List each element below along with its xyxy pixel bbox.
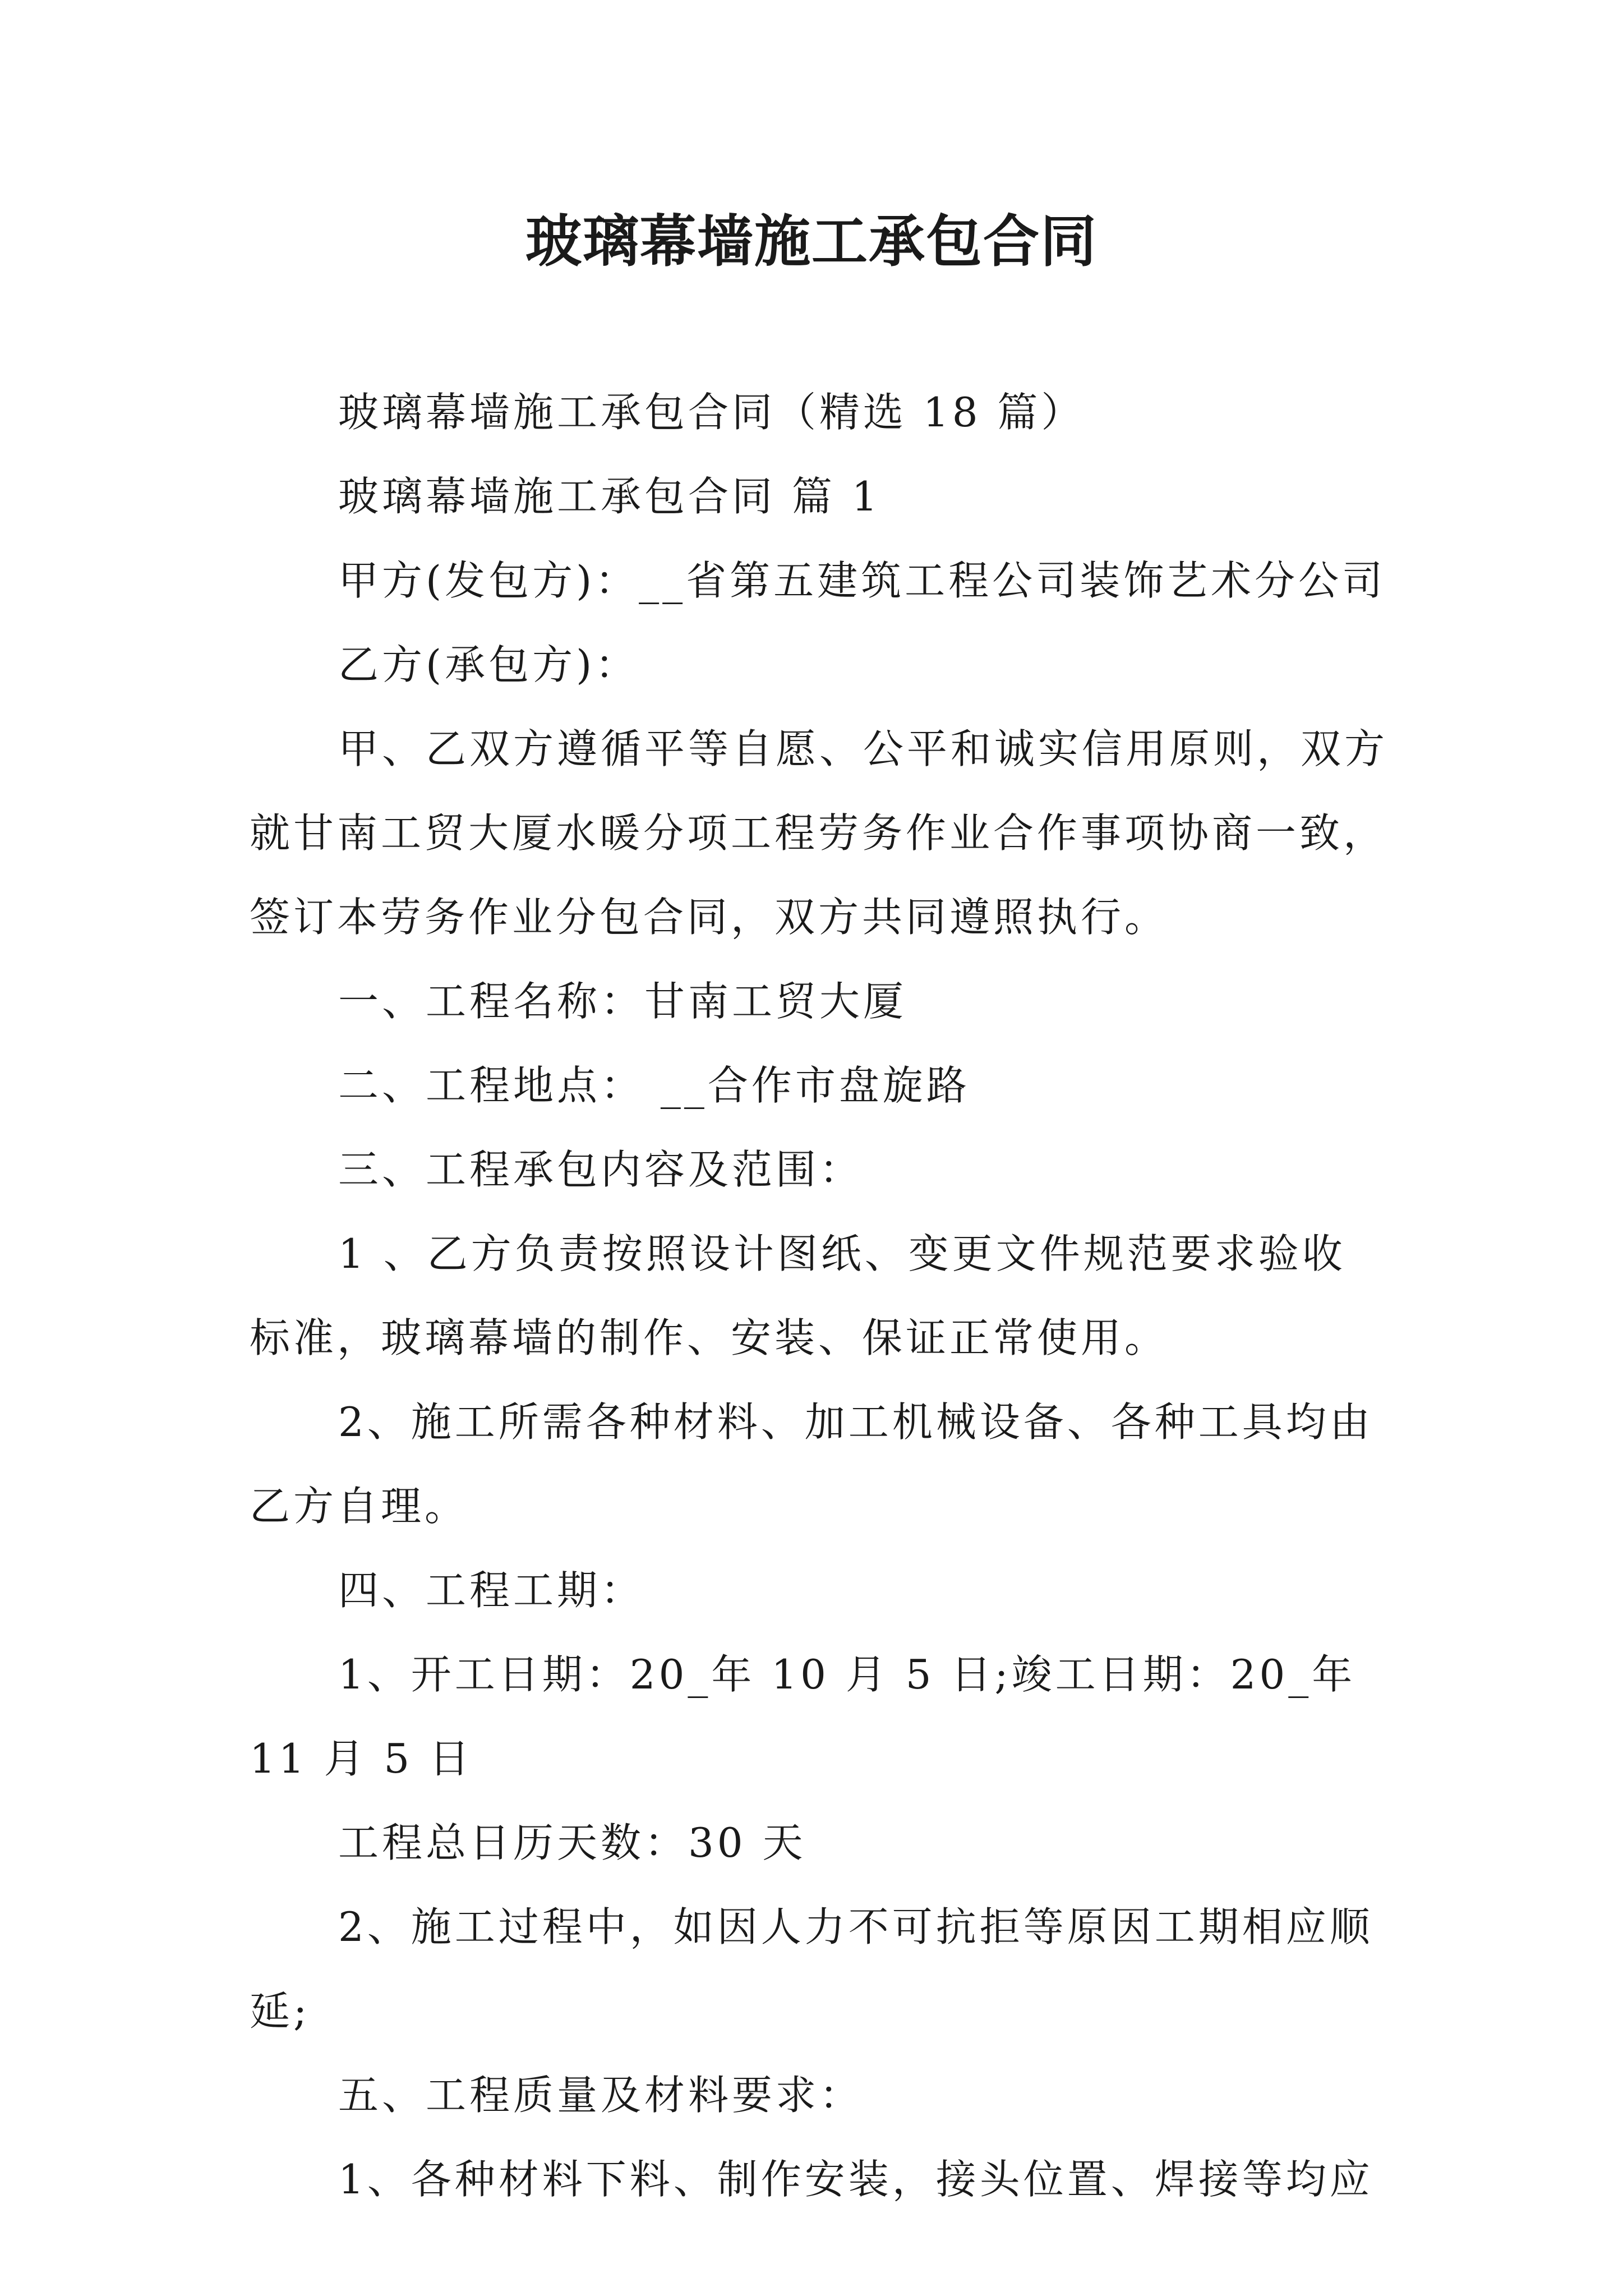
paragraph-project-name: 一、工程名称：甘南工贸大厦 (338, 978, 907, 1025)
paragraph-scope-heading: 三、工程承包内容及范围： (338, 1146, 864, 1193)
paragraph-schedule-total-days: 工程总日历天数：30 天 (338, 1819, 806, 1866)
document-title: 玻璃幕墙施工承包合同 (525, 208, 1098, 274)
paragraph-subtitle: 玻璃幕墙施工承包合同（精选 18 篇） (338, 389, 1085, 436)
paragraph-party-b: 乙方(承包方)： (338, 641, 639, 688)
paragraph-project-location: 二、工程地点： __合作市盘旋路 (338, 1062, 970, 1109)
paragraph-section-heading: 玻璃幕墙施工承包合同 篇 1 (338, 473, 881, 520)
paragraph-party-a: 甲方(发包方)：__省第五建筑工程公司装饰艺术分公司 (338, 557, 1386, 604)
paragraph-schedule-dates: 1、开工日期：20_年 10 月 5 日;竣工日期：20_年 11 月 5 日 (250, 1651, 1356, 1782)
document-body (250, 370, 1388, 2221)
paragraph-schedule-heading: 四、工程工期： (338, 1567, 645, 1614)
paragraph-scope-item-2: 2、施工所需各种材料、加工机械设备、各种工具均由乙方自理。 (250, 1398, 1373, 1530)
paragraph-scope-item-1: 1 、乙方负责按照设计图纸、变更文件规范要求验收标准，玻璃幕墙的制作、安装、保证正常使用。 (250, 1230, 1346, 1361)
paragraph-schedule-delay: 2、施工过程中，如因人力不可抗拒等原因工期相应顺延; (250, 1903, 1373, 2035)
paragraph-quality-heading: 五、工程质量及材料要求： (338, 2072, 864, 2119)
paragraph-preamble: 甲、乙双方遵循平等自愿、公平和诚实信用原则，双方就甘南工贸大厦水暖分项工程劳务作业合作事项协商一致，签订本劳务作业分包合同，双方共同遵照执行。 (250, 725, 1389, 941)
paragraph-quality-item-1: 1、各种材料下料、制作安装，接头位置、焊接等均应 (338, 2156, 1373, 2203)
